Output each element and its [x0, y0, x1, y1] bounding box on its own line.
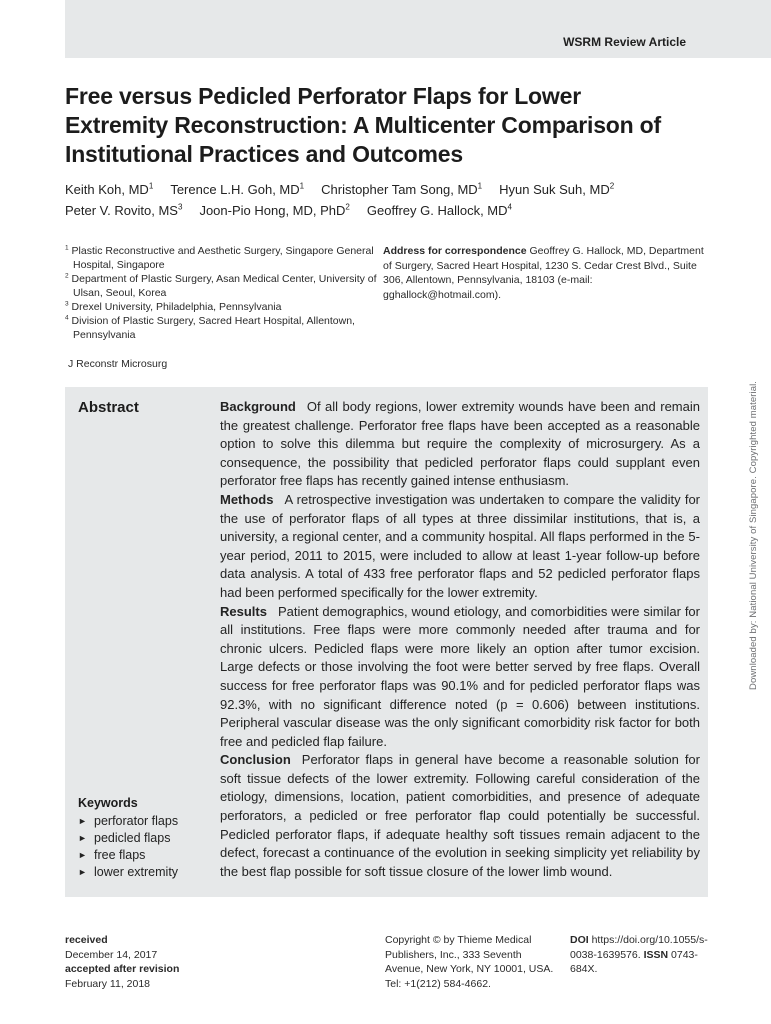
abstract-left-column: [65, 387, 220, 897]
affiliation-number: 1: [65, 244, 69, 252]
author-list: [65, 182, 706, 219]
keyword-item: [78, 813, 220, 830]
keyword-label: lower extremity: [94, 865, 179, 880]
affiliation-list: [65, 244, 383, 342]
doi-label: DOI: [570, 934, 589, 947]
keyword-bullet-icon: ►: [78, 850, 87, 861]
abstract-heading: Abstract: [78, 399, 139, 416]
header-band: [65, 0, 771, 58]
affiliation: $^1$ Plastic Reconstructive and Aesthetic Surgery, Singapore General Hospital, Singapore: [65, 244, 374, 271]
abstract-section: Results Patient demographics, wound etiology, and comorbidities were similar for all institutions. Free flaps were more commonly needed after trauma and for chronic ulcers. Pedicled flaps were more likely an option after tumor excision. Large defects or those involving the foot were better served by free flaps. Overall success for free perforator flaps was 90.1% and for pedicled perforator flaps was 92.3%, with no significant difference noted (p = 0.606) between institutions. Peripheral vascular disease was the only significant comorbidity risk factor for both free and pedicled flap failure.: [220, 603, 700, 749]
keyword-label: free flaps: [94, 848, 146, 863]
keywords-list: [78, 813, 220, 881]
footer: [65, 933, 771, 991]
keyword-item: [78, 830, 220, 847]
author: Peter V. Rovito, $MS^3$: [65, 202, 183, 218]
doi-value: https://doi.org/10.1055/s-0038-1639576.: [570, 934, 708, 961]
doi-issn-block: [570, 933, 720, 991]
author-affiliation-superscript: 3: [177, 202, 183, 212]
abstract-section-label: Methods: [220, 491, 274, 507]
accepted-date: February 11, 2018: [65, 977, 151, 990]
keyword-bullet-icon: ►: [78, 867, 87, 878]
author-affiliation-superscript: 1: [148, 181, 154, 191]
issn-value: 0743-684X.: [570, 948, 698, 976]
author: Geoffrey G. Hallock, $MD^4$: [366, 202, 513, 218]
correspondence-block: [383, 244, 706, 302]
keyword-item: [78, 864, 220, 881]
affiliation-number: 4: [65, 314, 69, 322]
author: Joon-Pio Hong, MD, PhD$^2$: [199, 202, 350, 218]
abstract-section: Background Of all body regions, lower extremity wounds have been and remain the greatest challenge. Perforator free flaps have been accepted as a reasonable option to solve this dilemma but require the complexity of microsurgery. As a consequence, the possibility that pedicled perforator flaps could supplant even perforator free flaps has recently gained intense enthusiasm.: [220, 399, 700, 489]
download-watermark: Downloaded by: National University of Singapore. Copyrighted material.: [748, 380, 759, 690]
abstract-section-label: Conclusion: [220, 752, 291, 768]
abstract-section: Conclusion Perforator flaps in general have become a reasonable solution for soft tissue defects of the lower extremity. Following careful consideration of the etiology, dimensions, location, patient comorbidities, and presence of adequate perforators, a pedicled or free perforator flap could potentially be successful. Pedicled perforator flaps, if adequate healthy soft tissues remain adjacent to the defect, forecast a continuance of the evolution in seeking simplicity yet reliability by the best flap possible for soft tissue closure of the lower limb wound.: [220, 752, 700, 879]
affiliation-number: 2: [65, 272, 69, 280]
article-category-label: WSRM Review Article: [563, 35, 686, 49]
author-affiliation-superscript: 2: [609, 181, 615, 191]
correspondence-text: Geoffrey G. Hallock, MD, Department of Surgery, Sacred Heart Hospital, 1230 S. Cedar Crest Blvd., Suite 306, Allentown, Pennsylvania, 18103 (e-mail: gghallock@hotmail.com).: [383, 245, 704, 301]
received-label: received: [65, 934, 108, 947]
keyword-bullet-icon: ►: [78, 816, 87, 827]
abstract-section-label: Results: [220, 603, 267, 619]
abstract-section: Methods A retrospective investigation was undertaken to compare the validity for the use of perforator flaps of all types at three dissimilar institutions, that is, a university, a regional center, and a community hospital. All flaps performed in the 5-year period, 2011 to 2015, were included to allow at least 1-year follow-up before data analysis. A total of 433 free perforator flaps and 52 pedicled perforator flaps had been performed specifically for the lower extremity.: [220, 491, 700, 600]
affiliation-number: 3: [65, 300, 69, 308]
abstract-body: [220, 387, 708, 897]
footer-dates: [65, 933, 385, 991]
abstract-box: [65, 387, 708, 897]
accepted-label: accepted after revision: [65, 963, 180, 976]
author-affiliation-superscript: 1: [299, 181, 305, 191]
keywords-block: [78, 796, 220, 881]
received-date: December 14, 2017: [65, 948, 158, 961]
author: Keith Koh, $MD^1$: [65, 181, 154, 197]
author: Hyun Suk Suh, $MD^2$: [499, 181, 615, 197]
keyword-label: pedicled flaps: [94, 831, 171, 846]
keyword-item: [78, 847, 220, 864]
issn-label: ISSN: [643, 948, 669, 961]
affiliation: $^2$ Department of Plastic Surgery, Asan Medical Center, University of Ulsan, Seoul, Korea: [65, 272, 377, 299]
author-affiliation-superscript: 1: [477, 181, 483, 191]
keyword-label: perforator flaps: [94, 814, 179, 829]
abstract-section-label: Background: [220, 399, 296, 414]
affiliation: $^3$ Drexel University, Philadelphia, Pennsylvania: [65, 300, 282, 313]
author-affiliation-superscript: 2: [345, 202, 350, 212]
correspondence-label: Address for correspondence: [383, 245, 527, 257]
author-affiliation-superscript: 4: [507, 202, 513, 212]
article-title: Free versus Pedicled Perforator Flaps for Lower Extremity Reconstruction: A Multicenter Comparison of Institutional Practices and Outcomes: [65, 83, 661, 167]
journal-name: J Reconstr Microsurg: [68, 358, 168, 370]
author: Christopher Tam Song, $MD^1$: [321, 181, 483, 197]
meta-row: [65, 244, 706, 342]
keywords-heading: Keywords: [78, 796, 138, 811]
affiliation: $^4$ Division of Plastic Surgery, Sacred Heart Hospital, Allentown, Pennsylvania: [65, 314, 355, 341]
copyright-notice: Copyright © by Thieme Medical Publishers, Inc., 333 Seventh Avenue, New York, NY 10001, USA. Tel: +1(212) 584-4662.: [385, 934, 554, 990]
keyword-bullet-icon: ►: [78, 833, 87, 844]
author: Terence L.H. Goh, $MD^1$: [170, 181, 305, 197]
